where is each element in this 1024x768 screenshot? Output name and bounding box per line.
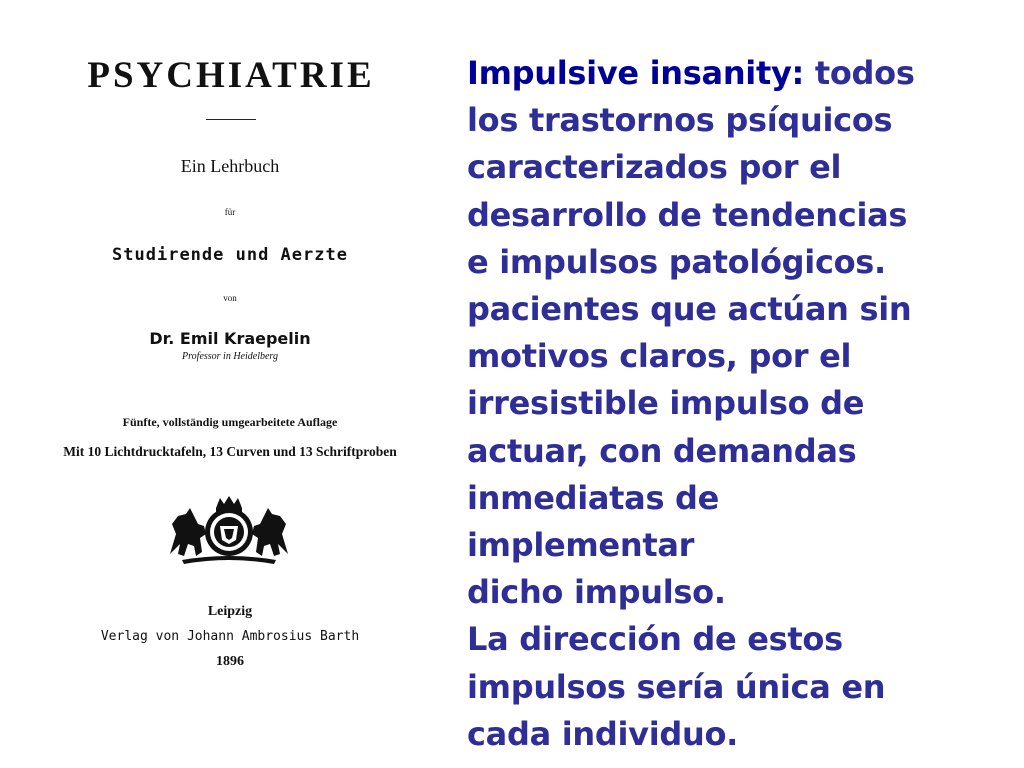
audience: Studirende und Aerzte: [112, 245, 348, 265]
title-rule: [206, 119, 256, 120]
publication-city: Leipzig: [207, 604, 253, 619]
definition-line: pacientes que actúan sin: [467, 290, 912, 329]
definition-line: desarrollo de tendencias: [467, 195, 908, 234]
definition-line: La dirección de estos: [467, 620, 843, 659]
publisher-crest-icon: [164, 494, 294, 566]
definition-line: actuar, con demandas: [467, 431, 857, 470]
book-title-page: [30, 40, 430, 700]
by-label: von: [223, 293, 237, 303]
definition-line: implementar: [467, 526, 695, 565]
definition-line: impulsos sería única en: [467, 667, 886, 706]
definition-line: cada individuo.: [467, 714, 738, 753]
author: Dr. Emil Kraepelin: [149, 329, 311, 348]
definition-line: los trastornos psíquicos: [467, 101, 893, 140]
publication-year: 1896: [216, 654, 244, 669]
definition-term: Impulsive insanity:: [467, 54, 805, 92]
book-subtitle: Ein Lehrbuch: [180, 156, 280, 176]
definition-line: caracterizados por el: [467, 148, 842, 187]
plates-info: Mit 10 Lichtdrucktafeln, 13 Curven und 13 Schriftproben: [63, 444, 397, 459]
definition-line: irresistible impulso de: [467, 384, 865, 423]
definition-line: motivos claros, por el: [467, 337, 852, 376]
definition-line: dicho impulso.: [467, 573, 726, 612]
definition-first-line: [467, 50, 1007, 97]
definition-line: inmediatas de: [467, 478, 720, 517]
definition-line: e impulsos patológicos.: [467, 242, 886, 281]
edition: Fünfte, vollständig umgearbeitete Auflage: [122, 415, 338, 429]
author-affiliation: Professor in Heidelberg: [182, 351, 278, 362]
for-label: für: [224, 207, 236, 217]
definition-text: [467, 50, 1007, 758]
book-title: PSYCHIATRIE: [87, 55, 375, 96]
definition-line: todos: [814, 54, 915, 92]
publisher: Verlag von Johann Ambrosius Barth: [100, 629, 360, 644]
